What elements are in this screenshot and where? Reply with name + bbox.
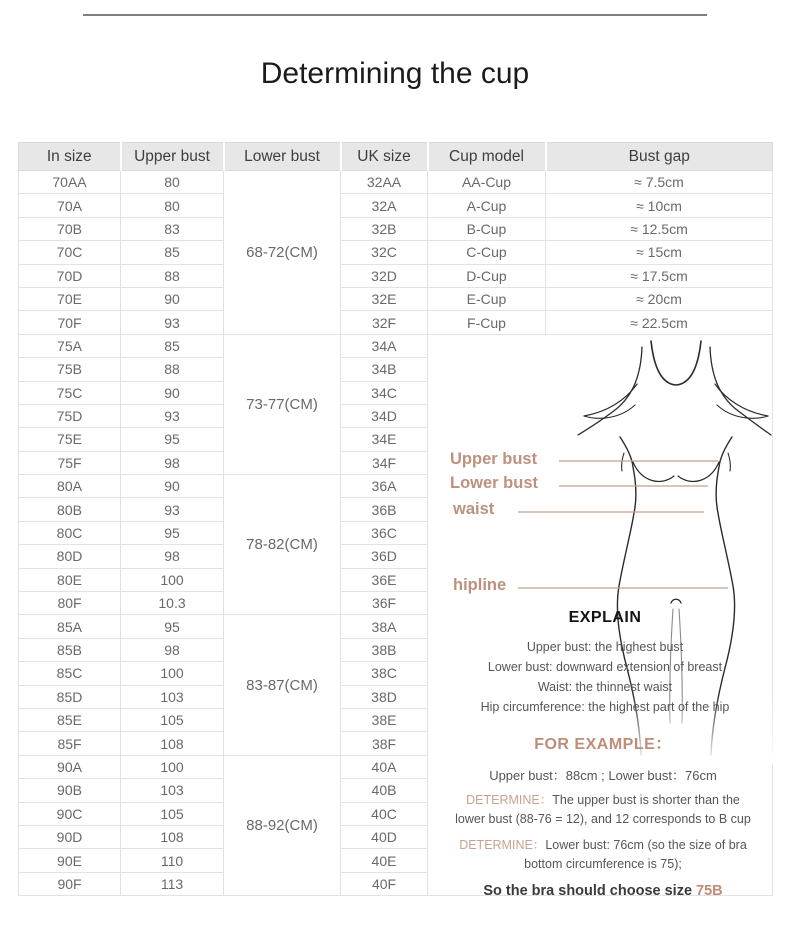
cell-in-size: 75D bbox=[19, 404, 121, 427]
table-row bbox=[19, 217, 773, 240]
cell-bust-gap: ≈ 10cm bbox=[546, 194, 773, 217]
cell-cup-model: E-Cup bbox=[428, 287, 546, 310]
determine-label: DETERMINE： bbox=[466, 792, 553, 807]
cell-in-size: 85C bbox=[19, 662, 121, 685]
hipline-label: hipline bbox=[453, 575, 507, 594]
cell-uk-size: 32D bbox=[341, 264, 428, 287]
cell-upper-bust: 100 bbox=[121, 755, 224, 778]
cell-uk-size: 32A bbox=[341, 194, 428, 217]
cell-uk-size: 34B bbox=[341, 358, 428, 381]
cell-uk-size: 36B bbox=[341, 498, 428, 521]
cell-upper-bust: 85 bbox=[121, 334, 224, 357]
cell-bust-gap: ≈ 20cm bbox=[546, 287, 773, 310]
top-divider bbox=[83, 14, 707, 16]
cell-upper-bust: 110 bbox=[121, 849, 224, 872]
cell-uk-size: 36C bbox=[341, 521, 428, 544]
cell-in-size: 90C bbox=[19, 802, 121, 825]
cell-in-size: 80E bbox=[19, 568, 121, 591]
cell-uk-size: 38F bbox=[341, 732, 428, 755]
cell-uk-size: 32B bbox=[341, 217, 428, 240]
cell-upper-bust: 108 bbox=[121, 825, 224, 848]
cell-upper-bust: 90 bbox=[121, 381, 224, 404]
cell-uk-size: 38D bbox=[341, 685, 428, 708]
cell-in-size: 90A bbox=[19, 755, 121, 778]
cell-upper-bust: 105 bbox=[121, 802, 224, 825]
cell-uk-size: 34D bbox=[341, 404, 428, 427]
cell-uk-size: 36F bbox=[341, 592, 428, 615]
cell-upper-bust: 93 bbox=[121, 404, 224, 427]
table-body bbox=[19, 171, 773, 899]
cell-in-size: 70E bbox=[19, 287, 121, 310]
cell-in-size: 80A bbox=[19, 475, 121, 498]
recommended-size: 75B bbox=[696, 882, 723, 899]
cell-uk-size: 34E bbox=[341, 428, 428, 451]
cell-upper-bust: 95 bbox=[121, 615, 224, 638]
cell-uk-size: 40D bbox=[341, 825, 428, 848]
cell-upper-bust: 93 bbox=[121, 311, 224, 334]
table-row bbox=[19, 264, 773, 287]
table-row bbox=[19, 171, 773, 194]
cell-uk-size: 38C bbox=[341, 662, 428, 685]
cell-upper-bust: 98 bbox=[121, 451, 224, 474]
cell-in-size: 75A bbox=[19, 334, 121, 357]
explain-section bbox=[450, 609, 760, 717]
measurement-diagram bbox=[428, 335, 773, 897]
example-determine-2 bbox=[450, 836, 756, 874]
cell-uk-size: 36E bbox=[341, 568, 428, 591]
cell-upper-bust: 103 bbox=[121, 685, 224, 708]
cell-bust-gap: ≈ 12.5cm bbox=[546, 217, 773, 240]
cell-upper-bust: 80 bbox=[121, 171, 224, 194]
cell-upper-bust: 88 bbox=[121, 358, 224, 381]
cell-lower-bust-merged: 73-77(CM) bbox=[224, 334, 341, 474]
diagram-panel bbox=[428, 334, 773, 899]
cell-in-size: 90D bbox=[19, 825, 121, 848]
cell-bust-gap: ≈ 7.5cm bbox=[546, 171, 773, 194]
cell-bust-gap: ≈ 17.5cm bbox=[546, 264, 773, 287]
cell-in-size: 75F bbox=[19, 451, 121, 474]
cell-in-size: 85A bbox=[19, 615, 121, 638]
page-title: Determining the cup bbox=[260, 57, 530, 90]
cell-upper-bust: 80 bbox=[121, 194, 224, 217]
example-conclusion bbox=[450, 883, 756, 899]
cell-in-size: 85B bbox=[19, 638, 121, 661]
column-header: UK size bbox=[341, 143, 428, 171]
lower-bust-label: Lower bust bbox=[450, 473, 539, 492]
cell-cup-model: F-Cup bbox=[428, 311, 546, 334]
cell-uk-size: 40B bbox=[341, 779, 428, 802]
cell-uk-size: 32C bbox=[341, 241, 428, 264]
size-table bbox=[18, 142, 773, 899]
cell-uk-size: 40F bbox=[341, 872, 428, 895]
cell-cup-model: C-Cup bbox=[428, 241, 546, 264]
table-row bbox=[19, 287, 773, 310]
example-measurements: Upper bust：88cm ; Lower bust：76cm bbox=[489, 767, 717, 783]
explain-line: Hip circumference: the highest part of the hip bbox=[480, 699, 730, 714]
cell-cup-model: A-Cup bbox=[428, 194, 546, 217]
cell-upper-bust: 105 bbox=[121, 708, 224, 731]
cell-uk-size: 34F bbox=[341, 451, 428, 474]
table-row bbox=[19, 334, 773, 357]
cell-in-size: 90F bbox=[19, 872, 121, 895]
cell-in-size: 75E bbox=[19, 428, 121, 451]
cell-lower-bust-merged: 88-92(CM) bbox=[224, 755, 341, 895]
cell-uk-size: 40C bbox=[341, 802, 428, 825]
example-section bbox=[450, 731, 756, 899]
table-row bbox=[19, 241, 773, 264]
cell-upper-bust: 83 bbox=[121, 217, 224, 240]
cell-in-size: 85D bbox=[19, 685, 121, 708]
cell-in-size: 70F bbox=[19, 311, 121, 334]
cell-in-size: 70A bbox=[19, 194, 121, 217]
cell-uk-size: 38A bbox=[341, 615, 428, 638]
cell-cup-model: D-Cup bbox=[428, 264, 546, 287]
cell-upper-bust: 90 bbox=[121, 475, 224, 498]
determine-text: Lower bust: 76cm (so the size of bra bottom circumference is 75); bbox=[524, 837, 747, 871]
cell-uk-size: 40A bbox=[341, 755, 428, 778]
cell-cup-model: AA-Cup bbox=[428, 171, 546, 194]
determine-label: DETERMINE： bbox=[459, 837, 546, 852]
explain-line: Lower bust: downward extension of breast bbox=[487, 659, 723, 674]
cell-upper-bust: 108 bbox=[121, 732, 224, 755]
cell-in-size: 70D bbox=[19, 264, 121, 287]
cell-in-size: 90B bbox=[19, 779, 121, 802]
cell-in-size: 80F bbox=[19, 592, 121, 615]
cell-lower-bust-merged: 68-72(CM) bbox=[224, 171, 341, 335]
cell-uk-size: 34A bbox=[341, 334, 428, 357]
cell-uk-size: 38B bbox=[341, 638, 428, 661]
explain-line: Upper bust: the highest bust bbox=[526, 639, 684, 654]
determine-text: The upper bust is shorter than the lower bust (88-76 = 12), and 12 corresponds to B cup bbox=[455, 792, 751, 826]
upper-bust-label: Upper bust bbox=[450, 449, 538, 468]
cell-in-size: 85F bbox=[19, 732, 121, 755]
column-header: Cup model bbox=[428, 143, 546, 171]
cell-upper-bust: 88 bbox=[121, 264, 224, 287]
cell-upper-bust: 85 bbox=[121, 241, 224, 264]
column-header: Upper bust bbox=[121, 143, 224, 171]
cell-upper-bust: 103 bbox=[121, 779, 224, 802]
table-row bbox=[19, 194, 773, 217]
cell-upper-bust: 98 bbox=[121, 638, 224, 661]
cell-in-size: 80D bbox=[19, 545, 121, 568]
example-title: FOR EXAMPLE： bbox=[534, 735, 672, 753]
column-header: In size bbox=[19, 143, 121, 171]
explain-title: EXPLAIN bbox=[568, 608, 642, 626]
explain-line: Waist: the thinnest waist bbox=[537, 679, 673, 694]
cell-in-size: 80B bbox=[19, 498, 121, 521]
cell-uk-size: 36A bbox=[341, 475, 428, 498]
cell-upper-bust: 10.3 bbox=[121, 592, 224, 615]
column-header: Bust gap bbox=[546, 143, 773, 171]
cell-upper-bust: 98 bbox=[121, 545, 224, 568]
cell-uk-size: 32E bbox=[341, 287, 428, 310]
cell-in-size: 75B bbox=[19, 358, 121, 381]
cell-upper-bust: 90 bbox=[121, 287, 224, 310]
conclusion-text: So the bra should choose size bbox=[483, 882, 697, 899]
cell-bust-gap: ≈ 15cm bbox=[546, 241, 773, 264]
cell-in-size: 70B bbox=[19, 217, 121, 240]
column-header: Lower bust bbox=[224, 143, 341, 171]
cell-uk-size: 40E bbox=[341, 849, 428, 872]
waist-label: waist bbox=[453, 499, 495, 518]
cell-uk-size: 32F bbox=[341, 311, 428, 334]
cell-upper-bust: 100 bbox=[121, 662, 224, 685]
table-row bbox=[19, 311, 773, 334]
cell-in-size: 85E bbox=[19, 708, 121, 731]
cell-uk-size: 38E bbox=[341, 708, 428, 731]
cell-in-size: 90E bbox=[19, 849, 121, 872]
cell-upper-bust: 113 bbox=[121, 872, 224, 895]
cell-lower-bust-merged: 78-82(CM) bbox=[224, 475, 341, 615]
cell-upper-bust: 100 bbox=[121, 568, 224, 591]
cell-lower-bust-merged: 83-87(CM) bbox=[224, 615, 341, 755]
cell-uk-size: 32AA bbox=[341, 171, 428, 194]
cell-uk-size: 34C bbox=[341, 381, 428, 404]
cell-uk-size: 36D bbox=[341, 545, 428, 568]
table-header-row bbox=[19, 143, 773, 171]
cell-upper-bust: 95 bbox=[121, 428, 224, 451]
cell-upper-bust: 95 bbox=[121, 521, 224, 544]
cell-in-size: 70AA bbox=[19, 171, 121, 194]
cell-in-size: 75C bbox=[19, 381, 121, 404]
cell-in-size: 80C bbox=[19, 521, 121, 544]
example-determine-1 bbox=[450, 791, 756, 829]
cell-upper-bust: 93 bbox=[121, 498, 224, 521]
cell-cup-model: B-Cup bbox=[428, 217, 546, 240]
cell-bust-gap: ≈ 22.5cm bbox=[546, 311, 773, 334]
cell-in-size: 70C bbox=[19, 241, 121, 264]
